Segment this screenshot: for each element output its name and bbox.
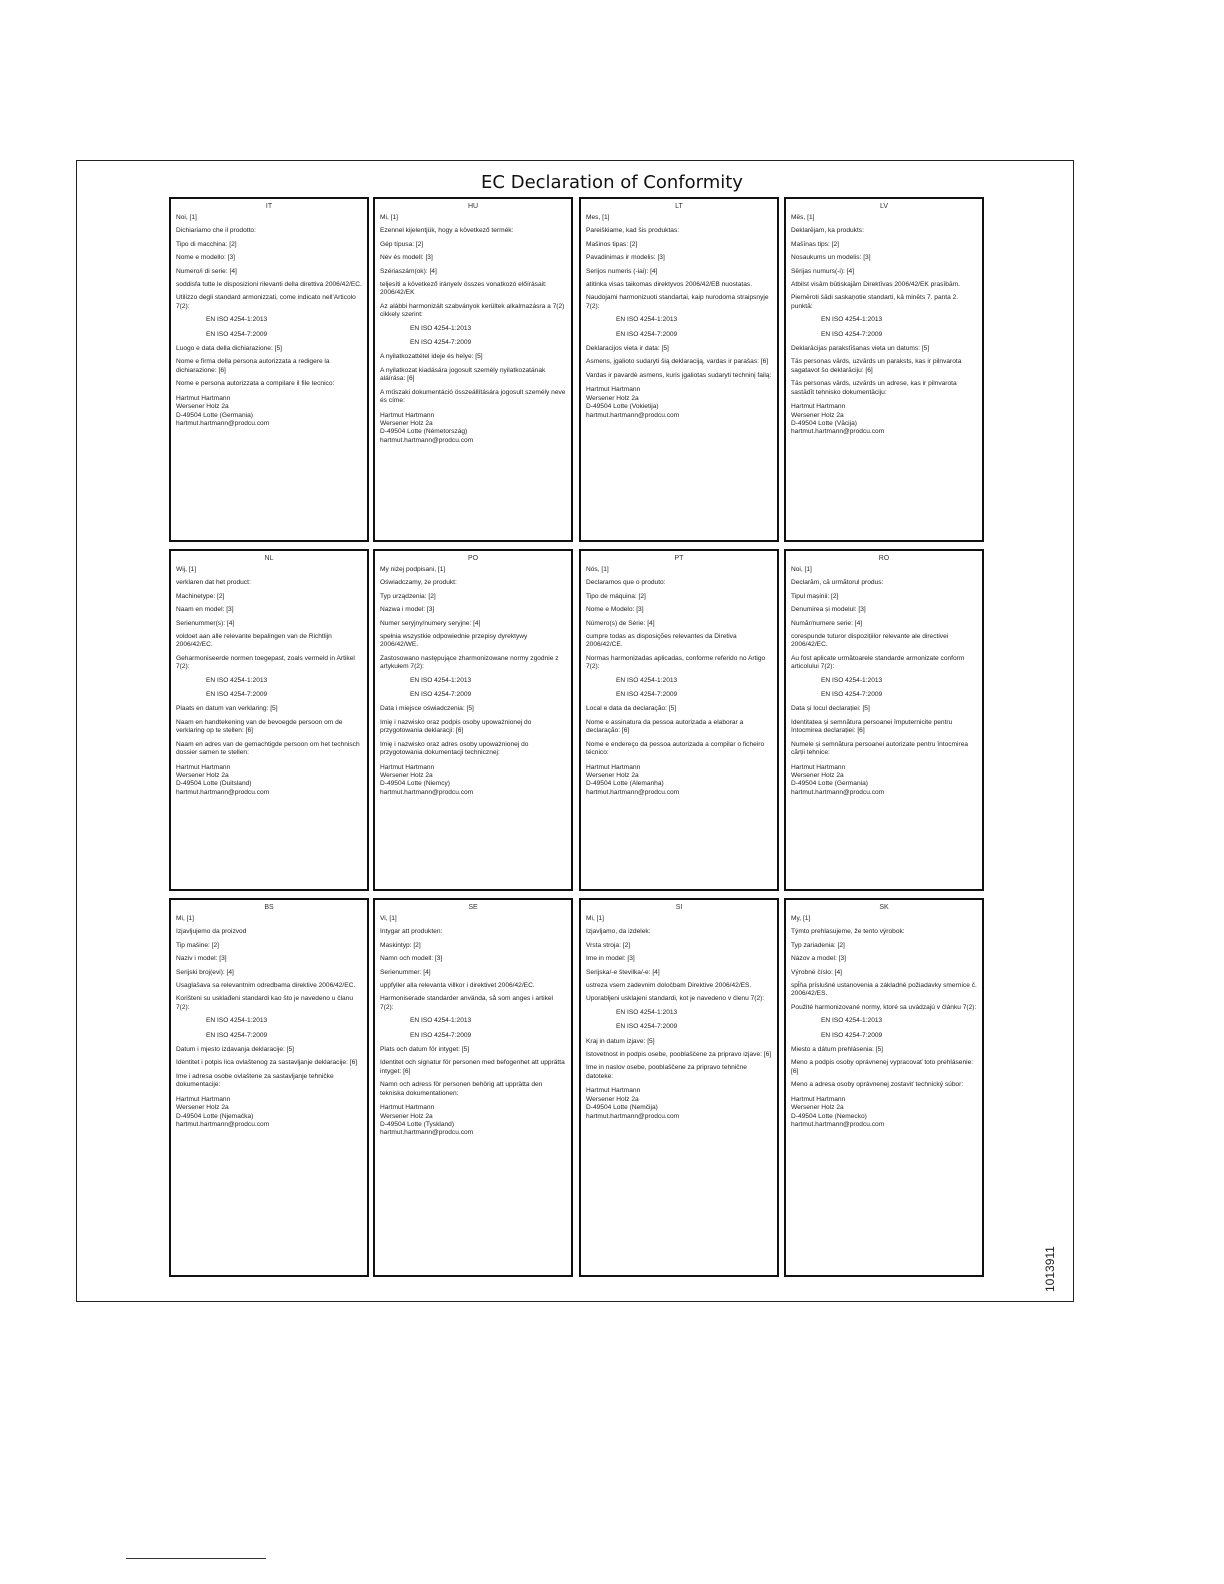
declaration-line: Namn och adress för personen behörig att upprätta den tekniska dokumentationen:	[380, 1081, 545, 1097]
declaration-line: Identitatea și semnătura persoanei împuternicite pentru întocmirea declarației: [6]	[791, 718, 955, 735]
declaration-line: Použité harmonizované normy, ktoré sa uvádzajú v článku 7(2):	[791, 1003, 977, 1011]
declaration-line: Nome e endereço da pessoa autorizada a compilar o ficheiro técnico:	[586, 740, 766, 757]
address-line: Wersener Holz 2a	[791, 411, 844, 419]
declaration-line: Wij, [1]	[176, 566, 197, 573]
declaration-line: Au fost aplicate următoarele standarde armonizate conform articolului 7(2):	[791, 654, 967, 671]
declaration-line: My niżej podpisani, [1]	[380, 566, 446, 573]
declaration-line: Declaramos que o produto:	[586, 579, 666, 587]
declaration-line: Noi, [1]	[791, 566, 812, 573]
declaration-line: teljesíti a következő irányelv összes vonatkozó előírásait: 2006/42/EK	[380, 281, 549, 297]
address-line: Wersener Holz 2a	[380, 771, 433, 779]
address-city: D-49504 Lotte (Njemačka)	[176, 1112, 254, 1120]
declaration-line: Szériaszám(ok): [4]	[380, 267, 437, 275]
declaration-line: spełnia wszystkie odpowiednie przepisy dyrektywy 2006/42/WE.	[380, 633, 530, 649]
declaration-line: Asmens, įgalioto sudaryti šią deklaraciją, vardas ir parašas: [6]	[586, 358, 769, 366]
standard-reference: EN ISO 4254-1:2013	[616, 316, 678, 324]
declaration-line: Local e data da declaração: [5]	[586, 705, 677, 713]
footer-rule	[126, 1558, 266, 1559]
declaration-line: Datum i mjesto izdavanja deklaracije: [5]	[176, 1046, 295, 1054]
declaration-panel-pt	[579, 549, 779, 891]
declaration-line: A nyilatkozat kiadására jogosult személy nyilatkozatának aláírása: [6]	[380, 366, 548, 383]
address-line: Hartmut Hartmann	[791, 1095, 846, 1103]
declaration-line: Serijski broj(evi): [4]	[176, 968, 234, 976]
declaration-line: Tip mašine: [2]	[176, 941, 219, 949]
contact-email: hartmut.hartmann@prodcu.com	[176, 419, 270, 427]
declaration-line: Serijos numeris (-iai): [4]	[586, 267, 658, 275]
standard-reference: EN ISO 4254-7:2009	[410, 691, 472, 699]
declaration-line: Namn och modell: [3]	[380, 955, 443, 963]
page-title: EC Declaration of Conformity	[481, 172, 743, 193]
declaration-line: Oświadczamy, że produkt:	[380, 579, 457, 587]
declaration-line: Normas harmonizadas aplicadas, conforme referido no Artigo 7(2):	[586, 654, 768, 671]
address-line: Hartmut Hartmann	[791, 763, 846, 771]
standard-reference: EN ISO 4254-7:2009	[206, 691, 268, 699]
declaration-line: Izjavljujemo da proizvod	[176, 928, 247, 936]
declaration-line: Atbilst visām būtiskajām Direktīvas 2006/42/EK prasībām.	[791, 281, 960, 289]
language-code: SI	[675, 904, 683, 911]
declaration-line: Týmto prehlasujeme, že tento výrobok:	[791, 928, 905, 936]
declaration-line: Naziv i model: [3]	[176, 955, 227, 963]
address-line: Hartmut Hartmann	[176, 1095, 231, 1103]
contact-email: hartmut.hartmann@prodcu.com	[586, 1112, 680, 1120]
declaration-line: soddisfa tutte le disposizioni rilevanti della direttiva 2006/42/EC.	[176, 281, 362, 289]
declaration-line: Tipul mașinii: [2]	[791, 592, 839, 600]
standard-reference: EN ISO 4254-7:2009	[616, 691, 678, 699]
contact-email: hartmut.hartmann@prodcu.com	[791, 428, 885, 436]
standard-reference: EN ISO 4254-7:2009	[821, 1031, 883, 1039]
declaration-line: Serijska/-e številka/-e: [4]	[586, 968, 660, 976]
contact-email: hartmut.hartmann@prodcu.com	[380, 1129, 474, 1137]
declaration-line: Mašinos tipas: [2]	[586, 240, 638, 248]
declaration-line: Korišteni su usklađeni standardi kao što je navedeno u članu 7(2):	[176, 995, 355, 1011]
declaration-line: Uporabljeni usklajeni standardi, kot je navedeno v členu 7(2):	[586, 995, 765, 1003]
standard-reference: EN ISO 4254-1:2013	[616, 1008, 678, 1016]
standard-reference: EN ISO 4254-1:2013	[206, 676, 268, 684]
address-line: Hartmut Hartmann	[176, 763, 231, 771]
declaration-line: Luogo e data della dichiarazione: [5]	[176, 345, 282, 353]
declaration-panel-it	[169, 197, 369, 542]
standard-reference: EN ISO 4254-1:2013	[410, 676, 472, 684]
language-code: HU	[467, 203, 479, 210]
standard-reference: EN ISO 4254-1:2013	[206, 316, 268, 324]
declaration-line: Noi, [1]	[176, 214, 197, 221]
standard-reference: EN ISO 4254-7:2009	[616, 1023, 678, 1031]
declaration-panel-hu	[373, 197, 573, 542]
declaration-line: voldoet aan alle relevante bepalingen van de Richtlijn 2006/42/EC.	[176, 633, 334, 649]
language-code: NL	[264, 555, 274, 562]
declaration-panel-po	[373, 549, 573, 891]
address-line: Wersener Holz 2a	[380, 1112, 433, 1120]
standard-reference: EN ISO 4254-7:2009	[821, 330, 883, 338]
language-code: PO	[467, 555, 479, 562]
declaration-line: Data i miejsce oświadczenia: [5]	[380, 705, 474, 713]
declaration-line: Pareiškiame, kad šis produktas:	[586, 227, 680, 235]
contact-email: hartmut.hartmann@prodcu.com	[176, 788, 270, 796]
declaration-panel-nl	[169, 549, 369, 891]
declaration-line: corespunde tuturor dispozițiilor relevante ale directivei 2006/42/EC.	[791, 633, 951, 649]
standard-reference: EN ISO 4254-1:2013	[206, 1017, 268, 1025]
address-line: Wersener Holz 2a	[176, 771, 229, 779]
declaration-line: Vrsta stroja: [2]	[586, 941, 631, 949]
address-line: Hartmut Hartmann	[176, 394, 231, 402]
declaration-line: Declarăm, că următorul produs:	[791, 579, 884, 587]
declaration-line: Gép típusa: [2]	[380, 240, 424, 248]
declaration-line: Geharmoniseerde normen toegepast, zoals vermeld in Artikel 7(2):	[176, 654, 357, 671]
address-line: Wersener Holz 2a	[586, 394, 639, 402]
standard-reference: EN ISO 4254-7:2009	[821, 691, 883, 699]
declaration-line: Tās personas vārds, uzvārds un adrese, kas ir pilnvarota sastādīt tehnisko dokumentāciju:	[791, 380, 959, 396]
language-code: SE	[468, 904, 478, 911]
language-code: LT	[675, 203, 683, 210]
declaration-line: Név és modell: [3]	[380, 254, 433, 262]
standard-reference: EN ISO 4254-7:2009	[206, 330, 268, 338]
declaration-line: Piemēroti šādi saskaņotie standarti, kā minēts 7. panta 2. punktā:	[791, 294, 960, 310]
declaration-panel-si	[579, 898, 779, 1277]
declaration-line: Deklarējam, ka produkts:	[791, 227, 864, 235]
declaration-line: Nazwa i model: [3]	[380, 606, 435, 614]
address-line: Wersener Holz 2a	[586, 1095, 639, 1103]
declaration-line: Mašīnas tips: [2]	[791, 240, 840, 248]
declaration-line: Numele și semnătura persoanei autorizate pentru întocmirea cărții tehnice:	[791, 740, 970, 757]
declaration-line: Deklarācijas parakstīšanas vieta un datums: [5]	[791, 345, 930, 353]
address-line: Hartmut Hartmann	[586, 386, 641, 394]
language-code: RO	[878, 555, 890, 562]
declaration-line: Mi, [1]	[380, 214, 398, 221]
declaration-line: Tipo di macchina: [2]	[176, 240, 237, 248]
address-line: Wersener Holz 2a	[176, 1104, 229, 1112]
declaration-panel-ro	[784, 549, 984, 891]
address-line: Hartmut Hartmann	[380, 763, 435, 771]
declaration-line: Vi, [1]	[380, 915, 397, 922]
address-line: Wersener Holz 2a	[791, 1104, 844, 1112]
address-city: D-49504 Lotte (Nemčija)	[586, 1104, 658, 1112]
declaration-panel-sk	[784, 898, 984, 1277]
address-city: D-49504 Lotte (Alemanha)	[586, 780, 664, 788]
contact-email: hartmut.hartmann@prodcu.com	[586, 411, 680, 419]
declaration-line: Zastosowano następujące zharmonizowane normy zgodnie z artykułem 7(2):	[380, 654, 561, 671]
declaration-line: Mi, [1]	[586, 915, 604, 922]
declaration-line: Ime in model: [3]	[586, 955, 635, 963]
declaration-line: My, [1]	[791, 915, 811, 922]
declaration-line: A műszaki dokumentáció összeállítására jogosult személy neve és címe:	[380, 388, 568, 405]
contact-email: hartmut.hartmann@prodcu.com	[586, 788, 680, 796]
declaration-line: Vardas ir pavardė asmens, kuris įgaliotas sudaryti techninį failą:	[586, 371, 772, 379]
declaration-line: Mēs, [1]	[791, 214, 815, 221]
declaration-line: Mi, [1]	[176, 915, 194, 922]
standard-reference: EN ISO 4254-7:2009	[206, 1031, 268, 1039]
declaration-line: Izjavljamo, da izdelek:	[586, 928, 651, 936]
declaration-line: Naudojami harmonizuoti standartai, kaip nurodoma straipsnyje 7(2):	[586, 294, 771, 310]
address-city: D-49504 Lotte (Vokietija)	[586, 403, 659, 411]
declaration-line: Nome e assinatura da pessoa autorizada a elaborar a declaração: [6]	[586, 718, 746, 735]
declaration-line: Sērijas numurs(-i): [4]	[791, 267, 855, 275]
address-line: Hartmut Hartmann	[586, 1087, 641, 1095]
declaration-line: atitinka visas taikomas direktyvos 2006/42/EB nuostatas.	[586, 281, 753, 289]
standard-reference: EN ISO 4254-1:2013	[821, 676, 883, 684]
declaration-line: Usaglašava sa relevantnim odredbama direktive 2006/42/EC.	[176, 982, 356, 990]
declaration-line: Názov a model: [3]	[791, 955, 846, 963]
address-line: Hartmut Hartmann	[791, 403, 846, 411]
declaration-line: A nyilatkozattétel ideje és helye: [5]	[380, 353, 483, 361]
declaration-line: Plats och datum för intyget: [5]	[380, 1046, 470, 1054]
declaration-line: verklaren dat het product:	[176, 579, 251, 587]
declaration-line: Meno a podpis osoby oprávnenej vypracovať toto prehlásenie: [6]	[791, 1059, 975, 1075]
declaration-line: Machinetype: [2]	[176, 592, 225, 600]
standard-reference: EN ISO 4254-1:2013	[616, 676, 678, 684]
declaration-line: Výrobné číslo: [4]	[791, 968, 842, 976]
standard-reference: EN ISO 4254-1:2013	[821, 316, 883, 324]
declaration-line: Kraj in datum izjave: [5]	[586, 1037, 655, 1045]
declaration-line: Serienummer(s): [4]	[176, 619, 235, 627]
declaration-line: Pavadinimas ir modelis: [3]	[586, 254, 665, 262]
declaration-line: Harmoniserade standarder använda, så som anges i artikel 7(2):	[380, 995, 555, 1011]
language-code: IT	[265, 203, 273, 210]
address-line: Wersener Holz 2a	[380, 419, 433, 427]
standard-reference: EN ISO 4254-1:2013	[410, 1017, 472, 1025]
standard-reference: EN ISO 4254-7:2009	[410, 1031, 472, 1039]
declaration-line: Naam en model: [3]	[176, 606, 234, 614]
declaration-line: Tās personas vārds, uzvārds un paraksts, kas ir pilnvarota sagatavot šo deklarāciju: [6]	[791, 358, 964, 374]
address-line: Wersener Holz 2a	[586, 771, 639, 779]
declaration-line: Imię i nazwisko oraz podpis osoby upoważnionej do przygotowania deklaracji: [6]	[380, 718, 534, 735]
declaration-panel-bs	[169, 898, 369, 1277]
declaration-line: Utilizzo degli standard armonizzati, come indicato nell'Articolo 7(2):	[176, 294, 358, 310]
declaration-line: Nome e firma della persona autorizzata a redigere la dichiarazione: [6]	[176, 358, 332, 374]
standard-reference: EN ISO 4254-7:2009	[616, 330, 678, 338]
declaration-line: Typ zariadenia: [2]	[791, 941, 845, 949]
declaration-line: Plaats en datum van verklaring: [5]	[176, 705, 278, 713]
address-city: D-49504 Lotte (Duitsland)	[176, 780, 252, 788]
declaration-line: Nosaukums un modelis: [3]	[791, 254, 871, 262]
declaration-line: Data și locul declarației: [5]	[791, 705, 870, 713]
declaration-line: Denumirea și modelul: [3]	[791, 606, 866, 614]
declaration-line: Intygar att produkten:	[380, 928, 443, 936]
declaration-line: Identitet och signatur för personen med befogenhet att upprätta intyget: [6]	[380, 1059, 567, 1075]
standard-reference: EN ISO 4254-1:2013	[410, 324, 472, 332]
declaration-line: Istovetnost in podpis osebe, pooblaščene za pripravo izjave: [6]	[586, 1051, 772, 1059]
declaration-line: Naam en handtekening van de bevoegde persoon om de verklaring op te stellen: [6]	[176, 718, 345, 735]
declaration-line: Az alábbi harmonizált szabványok kerültek alkalmazásra a 7(2) cikkely szerint:	[380, 302, 567, 319]
declaration-line: Identitet i potpis lica ovlaštenog za sastavljanje deklaracije: [6]	[176, 1059, 358, 1067]
declaration-line: Meno a adresa osoby oprávnenej zostaviť technický súbor:	[791, 1081, 964, 1089]
declaration-line: Nome e modello: [3]	[176, 254, 236, 262]
address-city: D-49504 Lotte (Vācija)	[791, 419, 857, 427]
declaration-line: Número(s) de Série: [4]	[586, 619, 655, 627]
address-city: D-49504 Lotte (Nemecko)	[791, 1112, 867, 1120]
standard-reference: EN ISO 4254-7:2009	[410, 339, 472, 347]
declaration-line: Serienummer: [4]	[380, 968, 431, 976]
address-line: Hartmut Hartmann	[380, 411, 435, 419]
contact-email: hartmut.hartmann@prodcu.com	[791, 788, 885, 796]
declaration-line: Typ urządzenia: [2]	[380, 592, 436, 600]
declaration-panel-se	[373, 898, 573, 1277]
declaration-line: Imię i nazwisko oraz adres osoby upoważnionej do przygotowania dokumentacji technicznej:	[380, 740, 531, 757]
declaration-line: uppfyller alla relevanta villkor i direktivet 2006/42/EC.	[380, 982, 535, 990]
declaration-line: ustreza vsem zadevnim določbam Direktive 2006/42/ES.	[586, 982, 752, 990]
declaration-line: Ime in naslov osebe, pooblaščene za pripravo tehnične datoteke:	[586, 1064, 749, 1080]
declaration-line: Nome e persona autorizzata a compilare il file tecnico:	[176, 380, 335, 388]
standard-reference: EN ISO 4254-1:2013	[821, 1017, 883, 1025]
address-city: D-49504 Lotte (Tyskland)	[380, 1120, 455, 1128]
declaration-panel-lt	[579, 197, 779, 542]
declaration-panel-lv	[784, 197, 984, 542]
declaration-line: Număr/numere serie: [4]	[791, 619, 863, 627]
declaration-line: spĺňa príslušné ustanovenia a základné požiadavky smernice č. 2006/42/ES.	[791, 982, 979, 998]
declaration-line: Tipo de máquina: [2]	[586, 592, 646, 600]
contact-email: hartmut.hartmann@prodcu.com	[176, 1120, 270, 1128]
language-code: PT	[674, 555, 684, 562]
address-line: Wersener Holz 2a	[791, 771, 844, 779]
declaration-line: Deklaracijos vieta ir data: [5]	[586, 345, 669, 353]
address-city: D-49504 Lotte (Germania)	[176, 411, 253, 419]
language-code: LV	[879, 203, 889, 210]
declaration-line: cumpre todas as disposições relevantes da Diretiva 2006/42/CE.	[586, 633, 739, 649]
contact-email: hartmut.hartmann@prodcu.com	[380, 788, 474, 796]
declaration-line: Numero/i di serie: [4]	[176, 267, 237, 275]
contact-email: hartmut.hartmann@prodcu.com	[791, 1120, 885, 1128]
declaration-line: Mes, [1]	[586, 214, 610, 221]
language-code: SK	[879, 904, 889, 911]
declaration-line: Miesto a dátum prehlásenia: [5]	[791, 1046, 883, 1054]
address-line: Wersener Holz 2a	[176, 403, 229, 411]
address-line: Hartmut Hartmann	[380, 1104, 435, 1112]
document-id: 1013911	[1043, 1246, 1057, 1292]
declaration-line: Nome e Modelo: [3]	[586, 606, 644, 614]
declaration-line: Naam en adres van de gemachtigde persoon om het technisch dossier samen te stellen:	[176, 740, 362, 757]
contact-email: hartmut.hartmann@prodcu.com	[380, 436, 474, 444]
declaration-line: Nós, [1]	[586, 566, 609, 573]
declaration-line: Maskintyp: [2]	[380, 941, 421, 949]
address-line: Hartmut Hartmann	[586, 763, 641, 771]
declaration-line: Dichiariamo che il prodotto:	[176, 227, 256, 235]
language-code: BS	[264, 904, 274, 911]
address-city: D-49504 Lotte (Germania)	[791, 780, 868, 788]
declaration-line: Numer seryjny/numery seryjne: [4]	[380, 619, 481, 627]
declaration-line: Ime i adresa osobe ovlaštene za sastavljanje tehničke dokumentacije:	[176, 1072, 336, 1089]
address-city: D-49504 Lotte (Németország)	[380, 428, 468, 436]
declaration-line: Ezennel kijelentjük, hogy a következő termék:	[380, 227, 514, 235]
address-city: D-49504 Lotte (Niemcy)	[380, 780, 450, 788]
